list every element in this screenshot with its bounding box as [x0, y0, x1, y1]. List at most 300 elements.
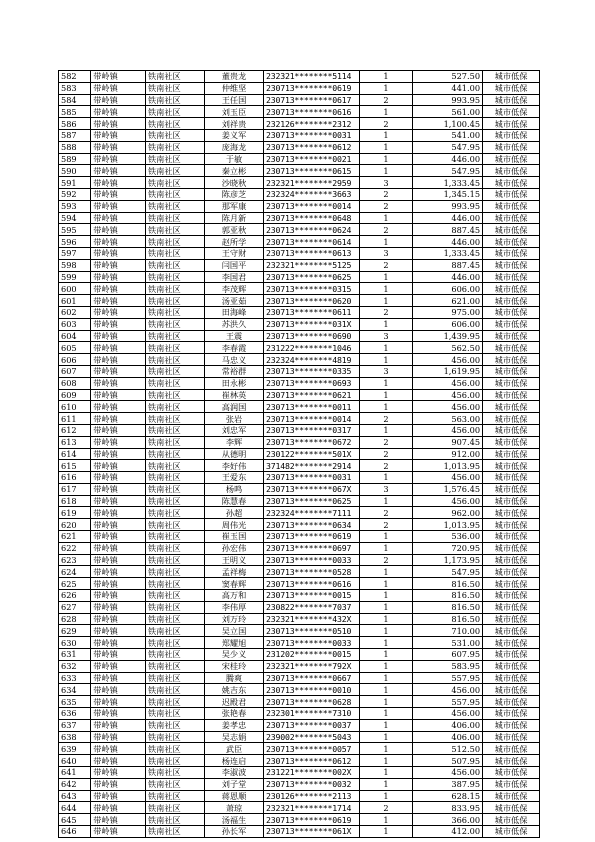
table-row: [59, 790, 540, 802]
id-number-cell: 230713********0014: [264, 200, 360, 212]
community-cell: 铁南社区: [145, 719, 204, 731]
community-cell: 铁南社区: [145, 531, 204, 543]
name-cell: 刘忠军: [205, 424, 264, 436]
household-size-cell: 1: [359, 826, 413, 838]
town-cell: 带岭镇: [91, 342, 146, 354]
category-cell: 城市低保: [483, 271, 540, 283]
community-cell: 铁南社区: [145, 826, 204, 838]
row-number: 646: [59, 826, 91, 838]
community-cell: 铁南社区: [145, 118, 204, 130]
town-cell: 带岭镇: [91, 590, 146, 602]
table-row: [59, 71, 540, 83]
amount-cell: 720.95: [413, 542, 483, 554]
name-cell: 李国君: [205, 271, 264, 283]
amount-cell: 547.95: [413, 165, 483, 177]
row-number: 608: [59, 377, 91, 389]
id-number-cell: 230713********0510: [264, 625, 360, 637]
household-size-cell: 3: [359, 247, 413, 259]
amount-cell: 456.00: [413, 424, 483, 436]
town-cell: 带岭镇: [91, 743, 146, 755]
category-cell: 城市低保: [483, 613, 540, 625]
community-cell: 铁南社区: [145, 318, 204, 330]
town-cell: 带岭镇: [91, 507, 146, 519]
table-row: [59, 259, 540, 271]
town-cell: 带岭镇: [91, 790, 146, 802]
row-number: 620: [59, 519, 91, 531]
household-size-cell: 1: [359, 141, 413, 153]
id-number-cell: 230822********7037: [264, 601, 360, 613]
amount-cell: 563.00: [413, 413, 483, 425]
household-size-cell: 2: [359, 94, 413, 106]
community-cell: 铁南社区: [145, 401, 204, 413]
category-cell: 城市低保: [483, 531, 540, 543]
table-row: [59, 672, 540, 684]
id-number-cell: 230713********0010: [264, 684, 360, 696]
amount-cell: 456.00: [413, 401, 483, 413]
town-cell: 带岭镇: [91, 212, 146, 224]
row-number: 639: [59, 743, 91, 755]
id-number-cell: 232321********432X: [264, 613, 360, 625]
table-row: [59, 354, 540, 366]
row-number: 585: [59, 106, 91, 118]
name-cell: 那军康: [205, 200, 264, 212]
name-cell: 蒋恩顺: [205, 790, 264, 802]
row-number: 641: [59, 767, 91, 779]
row-number: 588: [59, 141, 91, 153]
amount-cell: 557.95: [413, 696, 483, 708]
table-row: [59, 306, 540, 318]
household-size-cell: 1: [359, 613, 413, 625]
amount-cell: 912.00: [413, 448, 483, 460]
amount-cell: 1,576.45: [413, 483, 483, 495]
category-cell: 城市低保: [483, 389, 540, 401]
category-cell: 城市低保: [483, 283, 540, 295]
row-number: 594: [59, 212, 91, 224]
id-number-cell: 232321********792X: [264, 660, 360, 672]
id-number-cell: 230713********0614: [264, 236, 360, 248]
id-number-cell: 230713********0621: [264, 389, 360, 401]
town-cell: 带岭镇: [91, 625, 146, 637]
household-size-cell: 1: [359, 271, 413, 283]
category-cell: 城市低保: [483, 684, 540, 696]
town-cell: 带岭镇: [91, 401, 146, 413]
name-cell: 刘万玲: [205, 613, 264, 625]
community-cell: 铁南社区: [145, 295, 204, 307]
row-number: 644: [59, 802, 91, 814]
town-cell: 带岭镇: [91, 165, 146, 177]
row-number: 634: [59, 684, 91, 696]
town-cell: 带岭镇: [91, 330, 146, 342]
amount-cell: 547.95: [413, 566, 483, 578]
name-cell: 王明义: [205, 554, 264, 566]
name-cell: 刘玉臣: [205, 106, 264, 118]
table-row: [59, 141, 540, 153]
household-size-cell: 1: [359, 342, 413, 354]
town-cell: 带岭镇: [91, 472, 146, 484]
town-cell: 带岭镇: [91, 613, 146, 625]
beneficiary-table: [58, 70, 540, 838]
amount-cell: 541.00: [413, 129, 483, 141]
household-size-cell: 2: [359, 519, 413, 531]
id-number-cell: 230713********0697: [264, 542, 360, 554]
table-row: [59, 271, 540, 283]
household-size-cell: 1: [359, 814, 413, 826]
table-row: [59, 224, 540, 236]
community-cell: 铁南社区: [145, 177, 204, 189]
amount-cell: 710.00: [413, 625, 483, 637]
category-cell: 城市低保: [483, 708, 540, 720]
name-cell: 陈月新: [205, 212, 264, 224]
table-row: [59, 330, 540, 342]
name-cell: 孙宏伟: [205, 542, 264, 554]
town-cell: 带岭镇: [91, 129, 146, 141]
household-size-cell: 1: [359, 129, 413, 141]
household-size-cell: 1: [359, 696, 413, 708]
household-size-cell: 1: [359, 790, 413, 802]
table-row: [59, 743, 540, 755]
table-row: [59, 200, 540, 212]
table-row: [59, 542, 540, 554]
row-number: 602: [59, 306, 91, 318]
town-cell: 带岭镇: [91, 365, 146, 377]
name-cell: 李淑波: [205, 767, 264, 779]
community-cell: 铁南社区: [145, 165, 204, 177]
table-row: [59, 519, 540, 531]
name-cell: 李辉: [205, 436, 264, 448]
row-number: 621: [59, 531, 91, 543]
id-number-cell: 230713********0031: [264, 129, 360, 141]
household-size-cell: 1: [359, 767, 413, 779]
name-cell: 仲维坚: [205, 82, 264, 94]
category-cell: 城市低保: [483, 566, 540, 578]
row-number: 606: [59, 354, 91, 366]
table-row: [59, 625, 540, 637]
category-cell: 城市低保: [483, 790, 540, 802]
town-cell: 带岭镇: [91, 177, 146, 189]
household-size-cell: 1: [359, 601, 413, 613]
row-number: 643: [59, 790, 91, 802]
row-number: 645: [59, 814, 91, 826]
town-cell: 带岭镇: [91, 531, 146, 543]
name-cell: 李好伟: [205, 460, 264, 472]
household-size-cell: 1: [359, 283, 413, 295]
town-cell: 带岭镇: [91, 696, 146, 708]
community-cell: 铁南社区: [145, 684, 204, 696]
amount-cell: 1,345.15: [413, 188, 483, 200]
amount-cell: 557.95: [413, 672, 483, 684]
amount-cell: 562.50: [413, 342, 483, 354]
name-cell: 秦立彬: [205, 165, 264, 177]
community-cell: 铁南社区: [145, 507, 204, 519]
community-cell: 铁南社区: [145, 708, 204, 720]
amount-cell: 1,013.95: [413, 519, 483, 531]
community-cell: 铁南社区: [145, 566, 204, 578]
community-cell: 铁南社区: [145, 436, 204, 448]
household-size-cell: 2: [359, 200, 413, 212]
household-size-cell: 1: [359, 625, 413, 637]
community-cell: 铁南社区: [145, 519, 204, 531]
category-cell: 城市低保: [483, 236, 540, 248]
category-cell: 城市低保: [483, 660, 540, 672]
household-size-cell: 1: [359, 389, 413, 401]
household-size-cell: 1: [359, 672, 413, 684]
name-cell: 杨连启: [205, 755, 264, 767]
name-cell: 于敏: [205, 153, 264, 165]
row-number: 623: [59, 554, 91, 566]
amount-cell: 512.50: [413, 743, 483, 755]
town-cell: 带岭镇: [91, 271, 146, 283]
community-cell: 铁南社区: [145, 283, 204, 295]
table-row: [59, 483, 540, 495]
name-cell: 姚吉东: [205, 684, 264, 696]
row-number: 635: [59, 696, 91, 708]
category-cell: 城市低保: [483, 247, 540, 259]
community-cell: 铁南社区: [145, 389, 204, 401]
amount-cell: 507.95: [413, 755, 483, 767]
category-cell: 城市低保: [483, 472, 540, 484]
town-cell: 带岭镇: [91, 82, 146, 94]
household-size-cell: 2: [359, 448, 413, 460]
category-cell: 城市低保: [483, 224, 540, 236]
amount-cell: 531.00: [413, 637, 483, 649]
name-cell: 李伟厚: [205, 601, 264, 613]
category-cell: 城市低保: [483, 295, 540, 307]
table-row: [59, 755, 540, 767]
household-size-cell: 1: [359, 542, 413, 554]
id-number-cell: 230713********0628: [264, 696, 360, 708]
category-cell: 城市低保: [483, 460, 540, 472]
table-row: [59, 554, 540, 566]
category-cell: 城市低保: [483, 542, 540, 554]
category-cell: 城市低保: [483, 436, 540, 448]
amount-cell: 1,619.95: [413, 365, 483, 377]
community-cell: 铁南社区: [145, 188, 204, 200]
category-cell: 城市低保: [483, 649, 540, 661]
id-number-cell: 230713********0619: [264, 814, 360, 826]
row-number: 611: [59, 413, 91, 425]
row-number: 593: [59, 200, 91, 212]
town-cell: 带岭镇: [91, 295, 146, 307]
row-number: 642: [59, 778, 91, 790]
id-number-cell: 231202********0015: [264, 649, 360, 661]
row-number: 626: [59, 590, 91, 602]
id-number-cell: 230713********0611: [264, 306, 360, 318]
household-size-cell: 1: [359, 755, 413, 767]
household-size-cell: 1: [359, 424, 413, 436]
row-number: 628: [59, 613, 91, 625]
category-cell: 城市低保: [483, 200, 540, 212]
community-cell: 铁南社区: [145, 424, 204, 436]
id-number-cell: 232301********7310: [264, 708, 360, 720]
table-row: [59, 448, 540, 460]
town-cell: 带岭镇: [91, 106, 146, 118]
category-cell: 城市低保: [483, 483, 540, 495]
town-cell: 带岭镇: [91, 424, 146, 436]
category-cell: 城市低保: [483, 755, 540, 767]
table-row: [59, 696, 540, 708]
id-number-cell: 230713********0620: [264, 295, 360, 307]
town-cell: 带岭镇: [91, 318, 146, 330]
id-number-cell: 232324********3663: [264, 188, 360, 200]
community-cell: 铁南社区: [145, 696, 204, 708]
name-cell: 王任国: [205, 94, 264, 106]
amount-cell: 366.00: [413, 814, 483, 826]
household-size-cell: 2: [359, 224, 413, 236]
community-cell: 铁南社区: [145, 731, 204, 743]
row-number: 619: [59, 507, 91, 519]
community-cell: 铁南社区: [145, 365, 204, 377]
household-size-cell: 3: [359, 365, 413, 377]
category-cell: 城市低保: [483, 71, 540, 83]
category-cell: 城市低保: [483, 696, 540, 708]
category-cell: 城市低保: [483, 259, 540, 271]
row-number: 638: [59, 731, 91, 743]
amount-cell: 962.00: [413, 507, 483, 519]
household-size-cell: 1: [359, 106, 413, 118]
town-cell: 带岭镇: [91, 436, 146, 448]
id-number-cell: 371482********2914: [264, 460, 360, 472]
amount-cell: 446.00: [413, 236, 483, 248]
town-cell: 带岭镇: [91, 672, 146, 684]
household-size-cell: 1: [359, 71, 413, 83]
community-cell: 铁南社区: [145, 778, 204, 790]
household-size-cell: 2: [359, 460, 413, 472]
table-row: [59, 118, 540, 130]
community-cell: 铁南社区: [145, 637, 204, 649]
amount-cell: 887.45: [413, 259, 483, 271]
id-number-cell: 230713********0612: [264, 755, 360, 767]
table-row: [59, 236, 540, 248]
town-cell: 带岭镇: [91, 413, 146, 425]
name-cell: 王震: [205, 330, 264, 342]
household-size-cell: 1: [359, 236, 413, 248]
table-row: [59, 578, 540, 590]
community-cell: 铁南社区: [145, 554, 204, 566]
community-cell: 铁南社区: [145, 472, 204, 484]
community-cell: 铁南社区: [145, 236, 204, 248]
row-number: 587: [59, 129, 91, 141]
name-cell: 姜孝忠: [205, 719, 264, 731]
community-cell: 铁南社区: [145, 660, 204, 672]
category-cell: 城市低保: [483, 578, 540, 590]
household-size-cell: 1: [359, 731, 413, 743]
amount-cell: 907.45: [413, 436, 483, 448]
community-cell: 铁南社区: [145, 200, 204, 212]
category-cell: 城市低保: [483, 94, 540, 106]
name-cell: 董贵龙: [205, 71, 264, 83]
category-cell: 城市低保: [483, 118, 540, 130]
name-cell: 田海峰: [205, 306, 264, 318]
table-row: [59, 802, 540, 814]
category-cell: 城市低保: [483, 401, 540, 413]
town-cell: 带岭镇: [91, 259, 146, 271]
category-cell: 城市低保: [483, 601, 540, 613]
community-cell: 铁南社区: [145, 247, 204, 259]
amount-cell: 446.00: [413, 153, 483, 165]
household-size-cell: 1: [359, 401, 413, 413]
amount-cell: 446.00: [413, 212, 483, 224]
household-size-cell: 1: [359, 377, 413, 389]
name-cell: 郑耀旭: [205, 637, 264, 649]
table-row: [59, 590, 540, 602]
table-row: [59, 601, 540, 613]
amount-cell: 993.95: [413, 94, 483, 106]
table-row: [59, 826, 540, 838]
community-cell: 铁南社区: [145, 495, 204, 507]
row-number: 595: [59, 224, 91, 236]
table-row: [59, 401, 540, 413]
row-number: 636: [59, 708, 91, 720]
name-cell: 田永彬: [205, 377, 264, 389]
name-cell: 从德明: [205, 448, 264, 460]
household-size-cell: 1: [359, 649, 413, 661]
community-cell: 铁南社区: [145, 413, 204, 425]
id-number-cell: 230713********0625: [264, 271, 360, 283]
id-number-cell: 230713********0619: [264, 82, 360, 94]
community-cell: 铁南社区: [145, 141, 204, 153]
town-cell: 带岭镇: [91, 306, 146, 318]
name-cell: 萧琼: [205, 802, 264, 814]
community-cell: 铁南社区: [145, 743, 204, 755]
community-cell: 铁南社区: [145, 377, 204, 389]
community-cell: 铁南社区: [145, 802, 204, 814]
table-row: [59, 719, 540, 731]
row-number: 614: [59, 448, 91, 460]
row-number: 631: [59, 649, 91, 661]
amount-cell: 975.00: [413, 306, 483, 318]
id-number-cell: 231221********002X: [264, 767, 360, 779]
amount-cell: 606.00: [413, 318, 483, 330]
row-number: 632: [59, 660, 91, 672]
amount-cell: 441.00: [413, 82, 483, 94]
table-row: [59, 495, 540, 507]
id-number-cell: 232321********5114: [264, 71, 360, 83]
household-size-cell: 1: [359, 778, 413, 790]
id-number-cell: 230713********0014: [264, 413, 360, 425]
town-cell: 带岭镇: [91, 802, 146, 814]
town-cell: 带岭镇: [91, 495, 146, 507]
town-cell: 带岭镇: [91, 354, 146, 366]
category-cell: 城市低保: [483, 424, 540, 436]
name-cell: 宋桂玲: [205, 660, 264, 672]
row-number: 610: [59, 401, 91, 413]
town-cell: 带岭镇: [91, 542, 146, 554]
id-number-cell: 230713********0037: [264, 719, 360, 731]
id-number-cell: 230713********0033: [264, 554, 360, 566]
amount-cell: 1,013.95: [413, 460, 483, 472]
household-size-cell: 1: [359, 660, 413, 672]
table-row: [59, 684, 540, 696]
category-cell: 城市低保: [483, 767, 540, 779]
row-number: 600: [59, 283, 91, 295]
category-cell: 城市低保: [483, 177, 540, 189]
id-number-cell: 230713********0619: [264, 531, 360, 543]
id-number-cell: 232324********7111: [264, 507, 360, 519]
table-row: [59, 424, 540, 436]
name-cell: 孟祥梅: [205, 566, 264, 578]
household-size-cell: 3: [359, 330, 413, 342]
table-row: [59, 507, 540, 519]
row-number: 601: [59, 295, 91, 307]
town-cell: 带岭镇: [91, 188, 146, 200]
category-cell: 城市低保: [483, 413, 540, 425]
id-number-cell: 230713********0528: [264, 566, 360, 578]
community-cell: 铁南社区: [145, 790, 204, 802]
category-cell: 城市低保: [483, 448, 540, 460]
id-number-cell: 231222********1046: [264, 342, 360, 354]
category-cell: 城市低保: [483, 554, 540, 566]
name-cell: 腾爽: [205, 672, 264, 684]
